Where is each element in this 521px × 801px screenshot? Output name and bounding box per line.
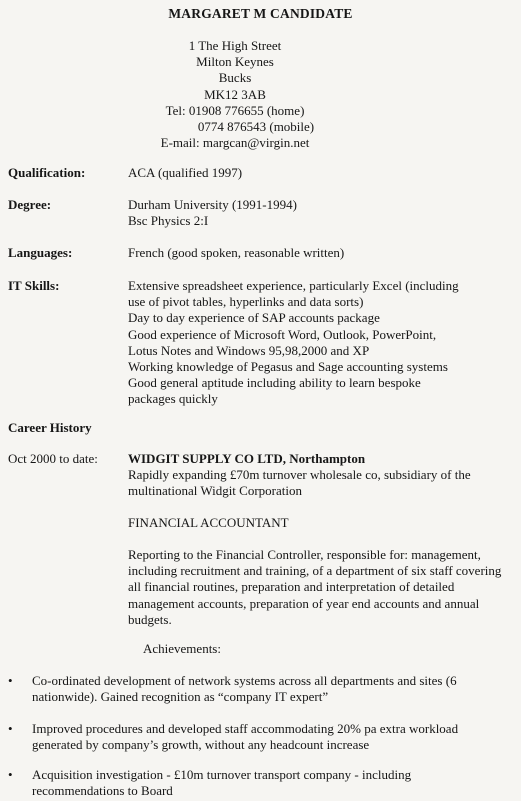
languages-label: Languages: xyxy=(8,245,73,260)
degree-value xyxy=(128,197,513,229)
it-skills-list xyxy=(128,278,513,408)
it-skill-line: Day to day experience of SAP accounts package xyxy=(128,310,380,326)
degree-line: Durham University (1991-1994) xyxy=(128,197,297,212)
it-skill-line: Lotus Notes and Windows 95,98,2000 and XP xyxy=(128,342,370,358)
qualification-value: ACA (qualified 1997) xyxy=(128,165,243,180)
bullet-icon: • xyxy=(8,673,13,688)
achievement-line: Improved procedures and developed staff accommodating 20% pa extra workload xyxy=(32,721,459,736)
it-skill-line: packages quickly xyxy=(128,391,218,407)
career-history-heading: Career History xyxy=(8,420,92,435)
bullet-icon: • xyxy=(8,767,13,782)
achievement-text xyxy=(32,767,502,799)
responsibility-line: budgets. xyxy=(128,611,172,627)
responsibility-line: Reporting to the Financial Controller, responsible for: management, xyxy=(128,547,481,562)
responsibility-line: including recruitment and training, of a department of six staff covering xyxy=(128,563,502,579)
responsibility-line: all financial routines, preparation and interpretation of detailed xyxy=(128,579,455,595)
achievement-line: nationwide). Gained recognition as “company IT expert” xyxy=(32,689,329,705)
achievement-line: Co-ordinated development of network systems across all departments and sites (6 xyxy=(32,673,457,688)
phone-home: Tel: 01908 776655 (home) xyxy=(165,102,305,118)
it-skills-label: IT Skills: xyxy=(8,278,60,293)
job-entry xyxy=(128,451,513,500)
achievements-heading: Achievements: xyxy=(143,641,221,656)
achievement-text xyxy=(32,673,502,705)
achievement-line: generated by company’s growth, without any headcount increase xyxy=(32,737,370,753)
company-name: WIDGIT SUPPLY CO LTD, Northampton xyxy=(128,451,366,466)
email-line: E-mail: margcan@virgin.net xyxy=(160,135,310,151)
address-line-county: Bucks xyxy=(218,70,252,86)
company-description-line: multinational Widgit Corporation xyxy=(128,483,302,499)
bullet-icon: • xyxy=(8,721,13,736)
address-line-town: Milton Keynes xyxy=(196,54,274,70)
it-skill-line: Extensive spreadsheet experience, particularly Excel (including xyxy=(128,278,459,293)
achievement-text xyxy=(32,721,502,753)
candidate-name: MARGARET M CANDIDATE xyxy=(168,6,353,21)
responsibility-line: management accounts, preparation of year end accounts and annual xyxy=(128,595,480,611)
it-skill-line: Good experience of Microsoft Word, Outlook, PowerPoint, xyxy=(128,326,437,342)
it-skill-line: use of pivot tables, hyperlinks and data sorts) xyxy=(128,294,364,310)
languages-value: French (good spoken, reasonable written) xyxy=(128,245,345,260)
address-line-postcode: MK12 3AB xyxy=(204,86,266,102)
address-line-street: 1 The High Street xyxy=(188,38,282,53)
degree-label: Degree: xyxy=(8,197,52,212)
it-skill-line: Working knowledge of Pegasus and Sage accounting systems xyxy=(128,359,448,375)
achievement-line: Acquisition investigation - £10m turnover transport company - including xyxy=(32,767,412,782)
job-dates: Oct 2000 to date: xyxy=(8,451,98,466)
it-skill-line: Good general aptitude including ability to learn bespoke xyxy=(128,375,421,391)
degree-line: Bsc Physics 2:I xyxy=(128,213,209,229)
qualification-label: Qualification: xyxy=(8,165,86,180)
phone-mobile: 0774 876543 (mobile) xyxy=(197,119,315,135)
job-title: FINANCIAL ACCOUNTANT xyxy=(128,515,289,530)
achievement-line: recommendations to Board xyxy=(32,783,173,799)
company-description-line: Rapidly expanding £70m turnover wholesale co, subsidiary of the xyxy=(128,467,471,483)
contact-block xyxy=(90,38,380,151)
responsibilities xyxy=(128,547,513,628)
